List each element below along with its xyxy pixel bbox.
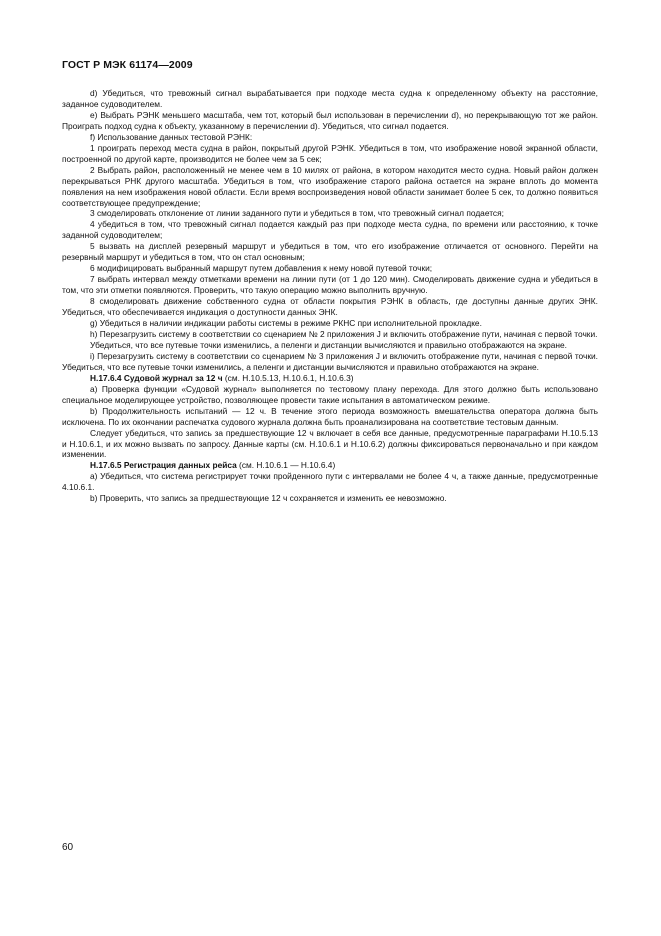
paragraph: 5 вызвать на дисплей резервный маршрут и убедиться в том, что его изображение отличается от основного. Перейти на резервный маршрут и убедиться в том, что он стал основным; xyxy=(62,241,598,263)
page-number: 60 xyxy=(62,842,74,853)
paragraph: 7 выбрать интервал между отметками времени на линии пути (от 1 до 120 мин). Смоделировать движение судна и убедиться в том, что эти отметки появляются. Проверить, что такую операцию можно выполнить вручную. xyxy=(62,274,598,296)
paragraph: g) Убедиться в наличии индикации работы системы в режиме РКНС при исполнительной прокладке. xyxy=(90,318,482,329)
paragraph: Убедиться, что все путевые точки изменились, а пеленги и дистанции вычисляются и правильно отображаются на экране. xyxy=(90,339,567,350)
paragraph: 8 смоделировать движение собственного судна от области покрытия РЭНК в область, где доступны данные других ЭНК. Убедиться, что обеспечивается индикация о доступности данных ЭНК. xyxy=(62,296,598,318)
paragraph: 3 смоделировать отклонение от линии заданного пути и убедиться в том, что тревожный сигнал подается; xyxy=(90,208,504,219)
paragraph: 1 проиграть переход места судна в район, покрытый другой РЭНК. Убедиться в том, что изображение новой экранной области, построенной по другой карте, производится не более чем за 5 сек; xyxy=(62,142,598,164)
section-heading: Н.17.6.5 Регистрация данных рейса (см. Н.10.6.1 — Н.10.6.4) xyxy=(90,460,336,471)
paragraph: b) Проверить, что запись за предшествующие 12 ч сохраняется и изменить ее невозможно. xyxy=(90,493,447,504)
document-header: ГОСТ Р МЭК 61174—2009 xyxy=(62,59,193,71)
paragraph: h) Перезагрузить систему в соответствии со сценарием № 2 приложения J и включить отображение пути, начиная с первой точки. xyxy=(90,328,598,339)
section-heading: Н.17.6.4 Судовой журнал за 12 ч (см. Н.10.5.13, Н.10.6.1, Н.10.6.3) xyxy=(90,372,354,383)
document-body xyxy=(62,88,598,504)
paragraph: d) Убедиться, что тревожный сигнал вырабатывается при подходе места судна к определенному объекту на расстояние, заданное судоводителем. xyxy=(62,88,598,109)
paragraph: 6 модифицировать выбранный маршрут путем добавления к нему новой путевой точки; xyxy=(90,263,433,274)
paragraph: e) Выбрать РЭНК меньшего масштаба, чем тот, который был использован в перечислении d), но перекрывающую тот же район. Проиграть подход судна к объекту, указанному в перечислении d). Убедиться, что сигнал подается. xyxy=(62,109,598,131)
paragraph: Следует убедиться, что запись за предшествующие 12 ч включает в себя все данные, предусмотренные параграфами Н.10.5.13 и Н.10.6.1, и их можно вызвать по запросу. Данные карты (см. Н.10.6.1 и Н.10.6.2) должны фиксироваться первоначально и при каждом изменении. xyxy=(62,427,598,460)
paragraph: i) Перезагрузить систему в соответствии со сценарием № 3 приложения J и включить отображение пути, начиная с первой точки. Убедиться, что все путевые точки изменились, а пеленги и дистанции вычисляются и правильно отображаются на экране. xyxy=(62,350,598,372)
paragraph: a) Проверка функции «Судовой журнал» выполняется по тестовому плану перехода. Для этого должно быть использовано специальное моделирующее устройство, позволяющее провести такие испытания в автоматическом режиме. xyxy=(62,383,598,405)
section-number-title: Н.17.6.5 Регистрация данных рейса xyxy=(90,460,237,471)
paragraph: 2 Выбрать район, расположенный не менее чем в 10 милях от района, в котором находится место судна. Новый район должен перекрываться РНК другого масштаба. Убедиться в том, что изображение старого района остается на экране вплоть до момента появления на нем изображения новой области. Если время воспроизведения новой области занимает более 5 сек, то должно появиться соответствующее предупреждение; xyxy=(62,164,598,208)
paragraph: b) Продолжительность испытаний — 12 ч. В течение этого периода возможность вмешательства оператора должна быть исключена. По их окончании распечатка судового журнала должна быть проанализирована на соответствие тестовым данным. xyxy=(62,405,598,427)
paragraph: a) Убедиться, что система регистрирует точки пройденного пути с интервалами не более 4 ч, а также данные, предусмотренные 4.10.6.1. xyxy=(62,471,598,493)
section-number-title: Н.17.6.4 Судовой журнал за 12 ч xyxy=(90,372,223,383)
paragraph: 4 убедиться в том, что тревожный сигнал подается каждый раз при подходе места судна, по времени или расстоянию, к точке заданной судоводителем; xyxy=(62,219,598,241)
paragraph: f) Использование данных тестовой РЭНК: xyxy=(90,131,253,142)
